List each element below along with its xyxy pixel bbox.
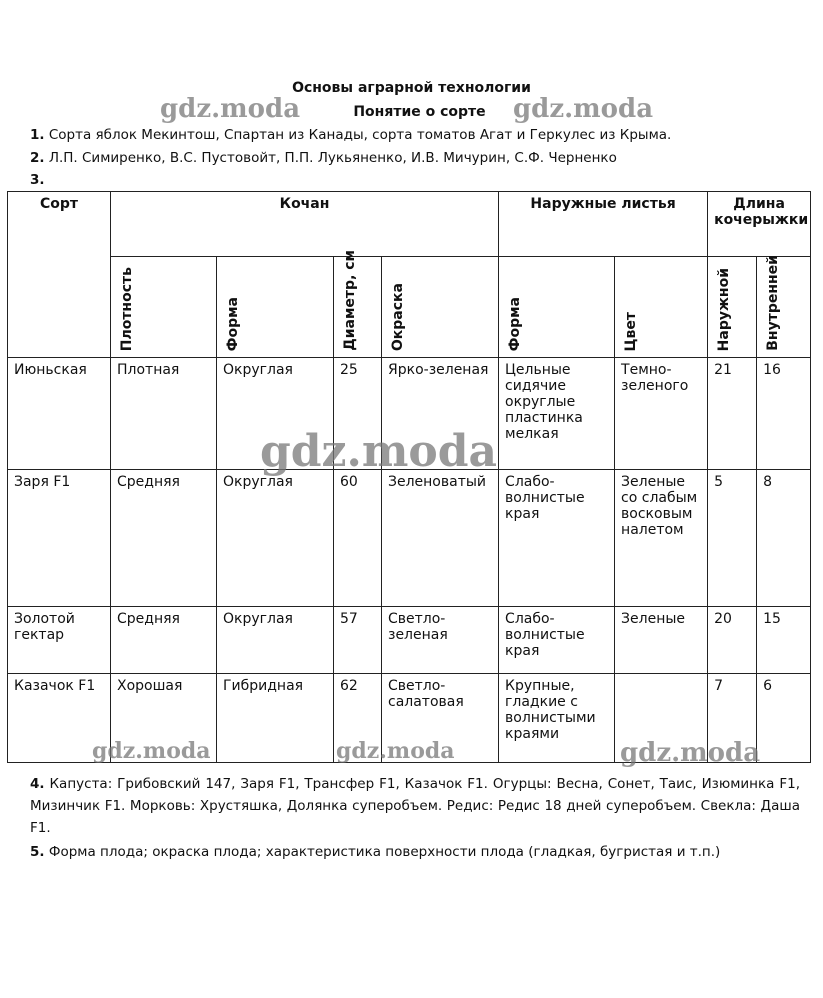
subheader-color: Окраска	[382, 257, 499, 358]
answer-number: 2.	[30, 150, 45, 166]
page-title: Основы аграрной технологии	[292, 80, 531, 96]
subheader-diameter: Диаметр, см	[334, 257, 382, 358]
watermark: gdz.moda	[620, 738, 761, 768]
cell-outer: 21	[708, 358, 757, 470]
answer-number: 4.	[30, 776, 45, 792]
table-row	[8, 470, 811, 607]
cell-inner: 8	[757, 470, 811, 607]
cell-leaf-shape: Слабо-волнистые края	[499, 470, 615, 607]
cell-leaf-shape: Цельные сидячие округлые пластинка мелкая	[499, 358, 615, 470]
watermark: gdz.moda	[336, 738, 455, 764]
cell-name: Золотой гектар	[8, 607, 111, 674]
cell-density: Средняя	[111, 607, 217, 674]
answer-number: 5.	[30, 844, 45, 860]
answer-2	[30, 150, 617, 166]
cell-outer: 20	[708, 607, 757, 674]
cell-diameter: 62	[334, 674, 382, 763]
answer-text: Капуста: Грибовский 147, Заря F1, Трансфер F1, Казачок F1. Огурцы: Весна, Сонет, Таис, Изюминка F1, Мизинчик F1. Морковь: Хрустяшка, Долянка суперобъем. Редис: Редис 18 дней суперобъем. Свекла: Даша F1.	[30, 776, 801, 836]
subheader-outer: Наружной	[708, 257, 757, 358]
table-row	[8, 607, 811, 674]
cell-density: Средняя	[111, 470, 217, 607]
cell-color: Светло-зеленая	[382, 607, 499, 674]
cell-inner: 16	[757, 358, 811, 470]
cell-density: Хорошая	[111, 674, 217, 763]
cell-diameter: 25	[334, 358, 382, 470]
cell-color: Светло-салатовая	[382, 674, 499, 763]
cell-shape: Гибридная	[217, 674, 334, 763]
page-subtitle: Понятие о сорте	[353, 104, 486, 120]
cell-leaf-color: Зеленые со слабым восковым налетом	[615, 470, 708, 607]
cell-name: Казачок F1	[8, 674, 111, 763]
header-length: Длина кочерыжки	[708, 192, 811, 257]
cell-leaf-color: Зеленые	[615, 607, 708, 674]
answer-5	[30, 841, 800, 863]
answer-number: 1.	[30, 127, 45, 143]
watermark: gdz.moda	[260, 426, 498, 477]
cell-density: Плотная	[111, 358, 217, 470]
subheader-leaf-color: Цвет	[615, 257, 708, 358]
subheader-leaf-shape: Форма	[499, 257, 615, 358]
cell-leaf-shape: Крупные, гладкие с волнистыми краями	[499, 674, 615, 763]
cell-outer: 5	[708, 470, 757, 607]
header-sort: Сорт	[8, 192, 111, 358]
answer-number: 3.	[30, 172, 45, 188]
watermark: gdz.moda	[160, 94, 301, 124]
cell-color: Ярко-зеленая	[382, 358, 499, 470]
cell-shape: Округлая	[217, 470, 334, 607]
cell-diameter: 60	[334, 470, 382, 607]
cell-color: Зеленоватый	[382, 470, 499, 607]
answer-4	[30, 773, 800, 839]
cell-inner: 6	[757, 674, 811, 763]
watermark: gdz.moda	[513, 94, 654, 124]
answer-text: Л.П. Симиренко, В.С. Пустовойт, П.П. Лукьяненко, И.В. Мичурин, С.Ф. Черненко	[48, 150, 617, 166]
cabbage-varieties-table	[7, 191, 811, 763]
cell-diameter: 57	[334, 607, 382, 674]
cell-name: Заря F1	[8, 470, 111, 607]
subheader-density: Плотность	[111, 257, 217, 358]
subheader-shape: Форма	[217, 257, 334, 358]
cell-leaf-shape: Слабо-волнистые края	[499, 607, 615, 674]
cell-leaf-color: Темно-зеленого	[615, 358, 708, 470]
cell-shape: Округлая	[217, 358, 334, 470]
answer-1	[30, 127, 671, 143]
cell-name: Июньская	[8, 358, 111, 470]
answer-text: Сорта яблок Мекинтош, Спартан из Канады, сорта томатов Агат и Геркулес из Крыма.	[48, 127, 672, 143]
header-kochan: Кочан	[111, 192, 499, 257]
answer-text: Форма плода; окраска плода; характеристика поверхности плода (гладкая, бугристая и т.п.)	[48, 844, 721, 860]
cell-shape: Округлая	[217, 607, 334, 674]
cell-outer: 7	[708, 674, 757, 763]
watermark: gdz.moda	[92, 738, 211, 764]
header-leaves: Наружные листья	[499, 192, 708, 257]
cell-inner: 15	[757, 607, 811, 674]
answer-3	[30, 172, 45, 188]
subheader-inner: Внутренней	[757, 257, 811, 358]
